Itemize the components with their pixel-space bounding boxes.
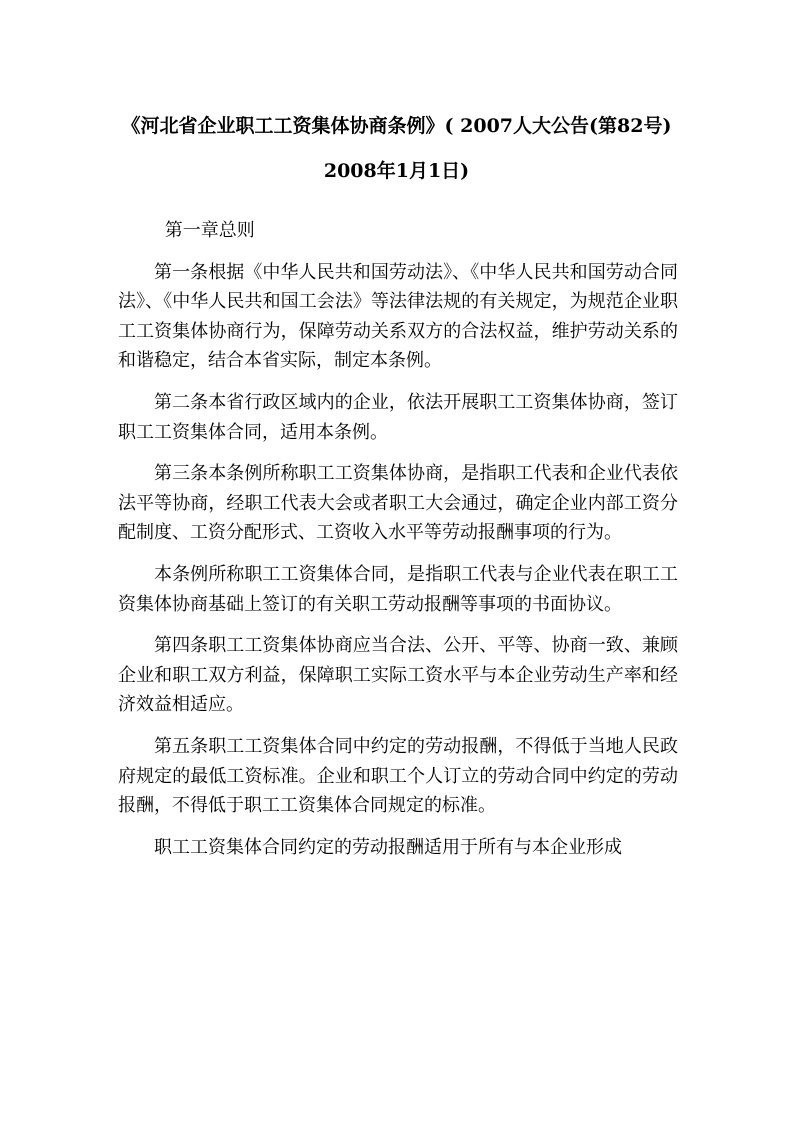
article-5-paragraph: 第五条职工工资集体合同中约定的劳动报酬，不得低于当地人民政府规定的最低工资标准。企业和职工个人订立的劳动合同中约定的劳动报酬，不得低于职工工资集体合同规定的标准。 [118, 735, 678, 817]
article-1-paragraph: 第一条根据《中华人民共和国劳动法》、《中华人民共和国劳动合同法》、《中华人民共和国工会法》等法律法规的有关规定，为规范企业职工工资集体协商行为，保障劳动关系双方的合法权益，维护劳动关系的和谐稳定，结合本省实际，制定本条例。 [118, 261, 678, 372]
article-3-definition-paragraph: 本条例所称职工工资集体合同，是指职工代表与企业代表在职工工资集体协商基础上签订的有关职工劳动报酬等事项的书面协议。 [118, 563, 678, 615]
chapter-heading: 第一章总则 [164, 220, 255, 241]
article-3-paragraph: 第三条本条例所称职工工资集体协商，是指职工代表和企业代表依法平等协商，经职工代表大会或者职工大会通过，确定企业内部工资分配制度、工资分配形式、工资收入水平等劳动报酬事项的行为。 [118, 463, 678, 544]
document-body [118, 216, 678, 862]
document-title-line-1: 《河北省企业职工工资集体协商条例》( 2007人大公告(第82号) [121, 115, 672, 137]
article-4-paragraph: 第四条职工工资集体协商应当合法、公开、平等、协商一致、兼顾企业和职工双方利益，保障职工实际工资水平与本企业劳动生产率和经济效益相适应。 [118, 635, 678, 716]
article-2-paragraph: 第二条本省行政区域内的企业，依法开展职工工资集体协商，签订职工工资集体合同，适用本条例。 [118, 391, 678, 443]
article-5-continuation-paragraph: 职工工资集体合同约定的劳动报酬适用于所有与本企业形成 [154, 836, 622, 858]
document-title-line-2: 2008年1月1日) [323, 160, 470, 182]
